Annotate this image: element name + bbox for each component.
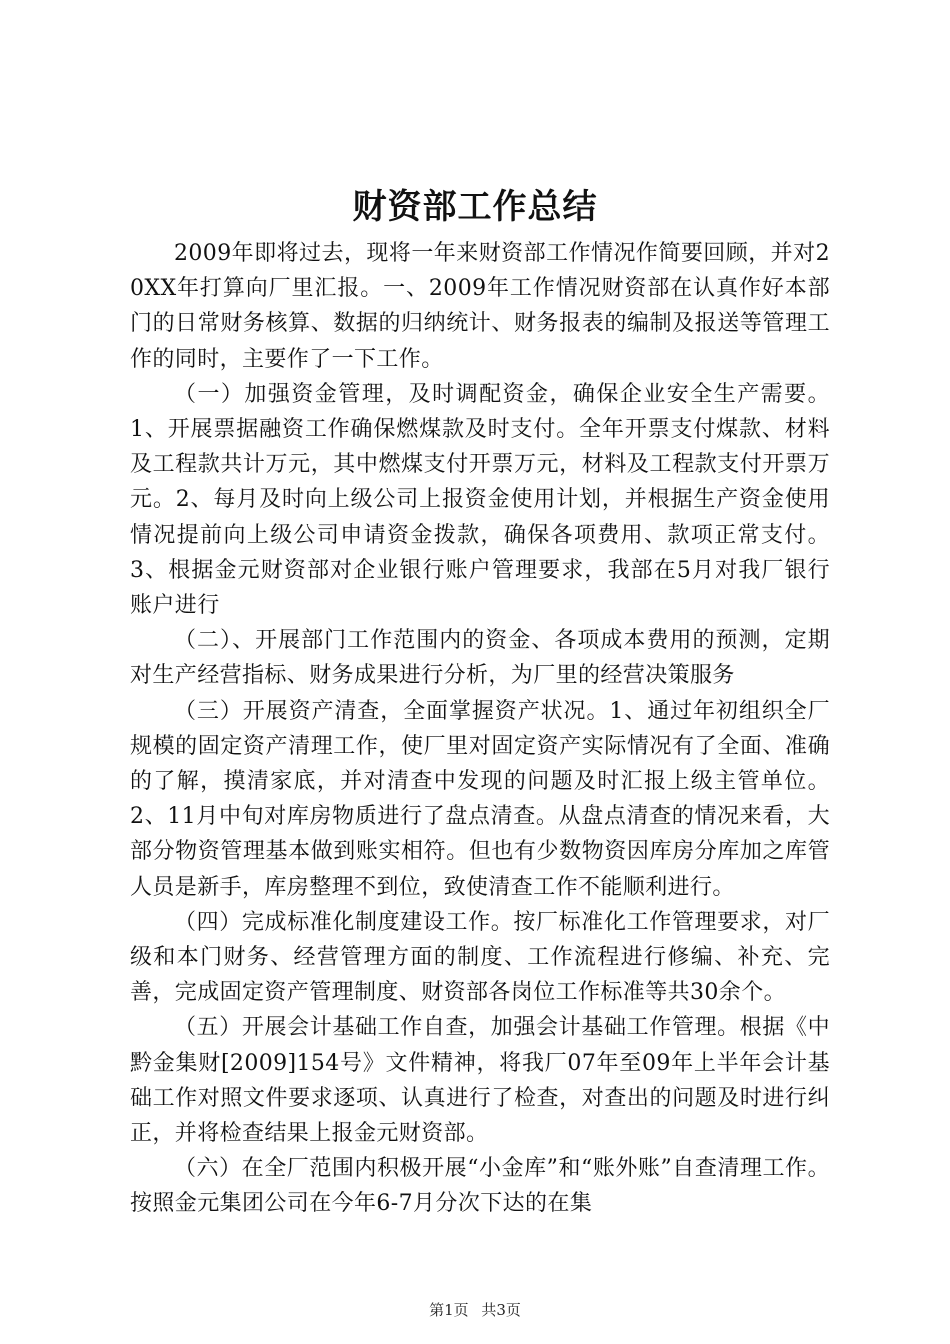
paragraph-section-2: （二）、开展部门工作范围内的资金、各项成本费用的预测，定期对生产经营指标、财务成果进行分析，为厂里的经营决策服务: [130, 628, 830, 689]
page-footer: [0, 1300, 950, 1320]
paragraph-intro: 2009年即将过去，现将一年来财资部工作情况作简要回顾，并对20XX年打算向厂里汇报。一、2009年工作情况财资部在认真作好本部门的日常财务核算、数据的归纳统计、财务报表的编制及报送等管理工作的同时，主要作了一下工作。: [130, 241, 830, 372]
page-number: 第1页: [429, 1301, 469, 1319]
document-body: [130, 236, 830, 1222]
paragraph-section-3: （三）开展资产清查，全面掌握资产状况。1、通过年初组织全厂规模的固定资产清理工作，使厂里对固定资产实际情况有了全面、准确的了解，摸清家底，并对清查中发现的问题及时汇报上级主管单位。2、11月中旬对库房物质进行了盘点清查。从盘点清查的情况来看，大部分物资管理基本做到账实相符。但也有少数物资因库房分库加之库管人员是新手，库房整理不到位，致使清查工作不能顺利进行。: [130, 698, 830, 900]
paragraph-section-5: （五）开展会计基础工作自查，加强会计基础工作管理。根据《中黔金集财[2009]154号》文件精神，将我厂07年至09年上半年会计基础工作对照文件要求逐项、认真进行了检查，对查出的问题及时进行纠正，并将检查结果上报金元财资部。: [130, 1015, 830, 1147]
paragraph-section-4: （四）完成标准化制度建设工作。按厂标准化工作管理要求，对厂级和本门财务、经营管理方面的制度、工作流程进行修编、补充、完善，完成固定资产管理制度、财资部各岗位工作标准等共30余个。: [130, 909, 830, 1006]
paragraph-section-1: （一）加强资金管理，及时调配资金，确保企业安全生产需要。1、开展票据融资工作确保燃煤款及时支付。全年开票支付煤款、材料及工程款共计万元，其中燃煤支付开票万元，材料及工程款支付开票万元。2、每月及时向上级公司上报资金使用计划，并根据生产资金使用情况提前向上级公司申请资金拨款，确保各项费用、款项正常支付。3、根据金元财资部对企业银行账户管理要求，我部在5月对我厂银行账户进行: [130, 381, 830, 619]
paragraph-section-6: （六）在全厂范围内积极开展“小金库”和“账外账”自查清理工作。按照金元集团公司在今年6-7月分次下达的在集: [130, 1156, 830, 1217]
page-total: 共3页: [481, 1301, 521, 1319]
document-title: 财资部工作总结: [352, 187, 598, 227]
